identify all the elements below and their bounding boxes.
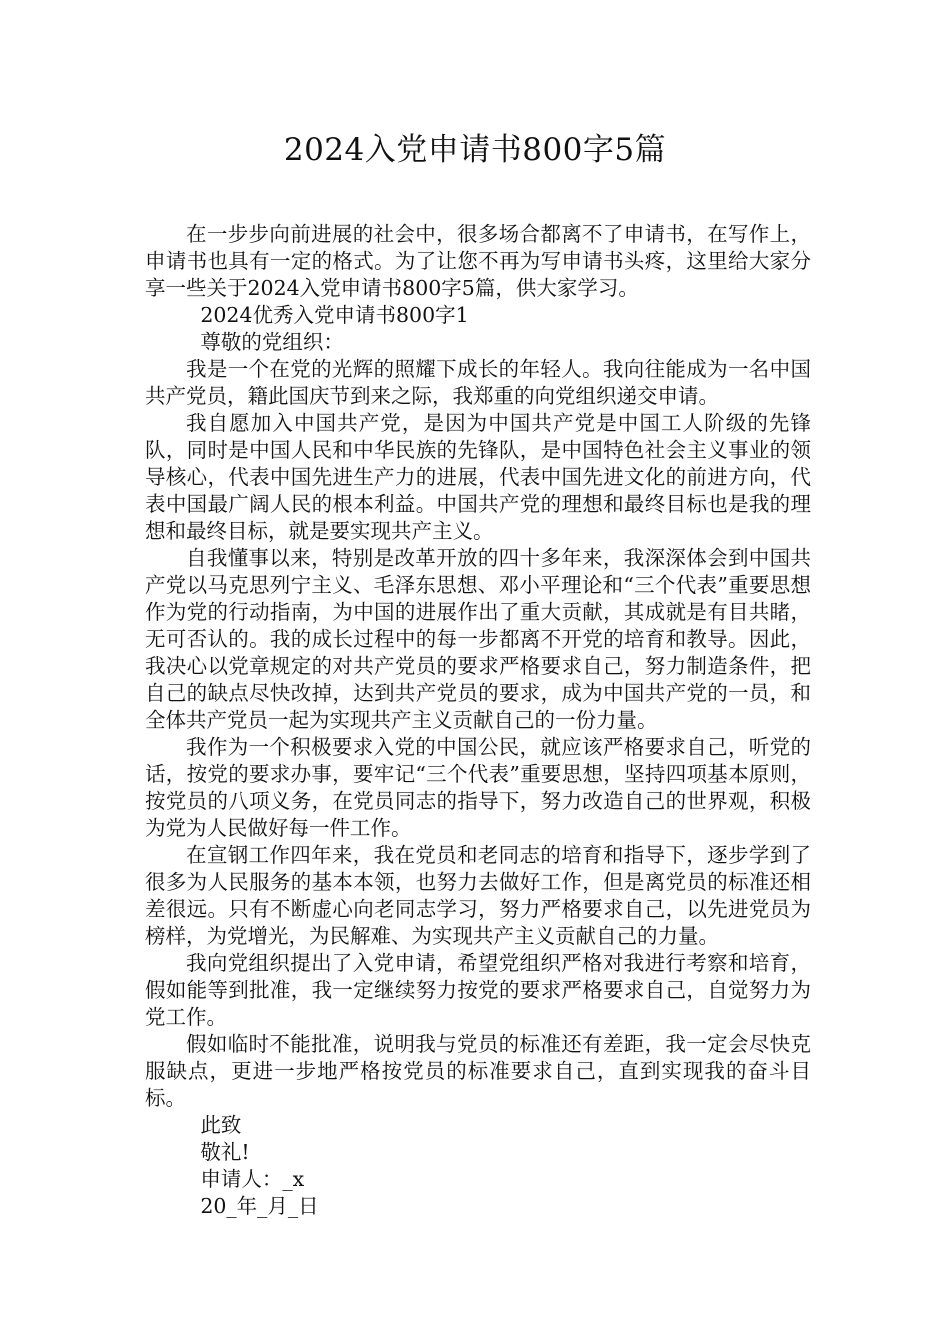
body-paragraph-5: 在宣钢工作四年来，我在党员和老同志的培育和指导下，逐步学到了很多为人民服务的基本本领，也努力去做好工作，但是离党员的标准还相差很远。只有不断虚心向老同志学习，努力严格要求自己，以先进党员为榜样，为党增光，为民解难、为实现共产主义贡献自己的力量。: [145, 843, 811, 948]
closing-line-1: 此致: [200, 1113, 242, 1137]
date-line: 20_年_月_日: [200, 1194, 319, 1218]
section-heading: 2024优秀入党申请书800字1: [200, 303, 469, 327]
intro-paragraph: 在一步步向前进展的社会中，很多场合都离不了申请书，在写作上，申请书也具有一定的格式。为了让您不再为写申请书头疼，这里给大家分享一些关于2024入党申请书800字5篇，供大家学习。: [145, 222, 811, 300]
body-paragraph-7: 假如临时不能批准，说明我与党员的标准还有差距，我一定会尽快克服缺点，更进一步地严格按党员的标准要求自己，直到实现我的奋斗目标。: [145, 1032, 811, 1110]
body-paragraph-4: 我作为一个积极要求入党的中国公民，就应该严格要求自己，听党的话，按党的要求办事，要牢记“三个代表”重要思想，坚持四项基本原则，按党员的八项义务，在党员同志的指导下，努力改造自己的世界观，积极为党为人民做好每一件工作。: [145, 735, 811, 840]
body-paragraph-2: 我自愿加入中国共产党，是因为中国共产党是中国工人阶级的先锋队，同时是中国人民和中华民族的先锋队，是中国特色社会主义事业的领导核心，代表中国先进生产力的进展，代表中国先进文化的前进方向，代表中国最广阔人民的根本利益。中国共产党的理想和最终目标也是我的理想和最终目标，就是要实现共产主义。: [145, 411, 811, 543]
body-paragraph-1: 我是一个在党的光辉的照耀下成长的年轻人。我向往能成为一名中国共产党员，籍此国庆节到来之际，我郑重的向党组织递交申请。: [145, 357, 811, 408]
document-body: [145, 221, 811, 1220]
closing-line-2: 敬礼!: [200, 1140, 250, 1164]
body-paragraph-6: 我向党组织提出了入党申请，希望党组织严格对我进行考察和培育，假如能等到批准，我一定继续努力按党的要求严格要求自己，自觉努力为党工作。: [145, 951, 811, 1029]
salutation: 尊敬的党组织：: [200, 330, 344, 354]
body-paragraph-3: 自我懂事以来，特别是改革开放的四十多年来，我深深体会到中国共产党以马克思列宁主义、毛泽东思想、邓小平理论和“三个代表”重要思想作为党的行动指南，为中国的进展作出了重大贡献，其成就是有目共睹，无可否认的。我的成长过程中的每一步都离不开党的培育和教导。因此，我决心以党章规定的对共产党员的要求严格要求自己，努力制造条件，把自己的缺点尽快改掉，达到共产党员的要求，成为中国共产党的一员，和全体共产党员一起为实现共产主义贡献自己的一份力量。: [145, 546, 811, 732]
applicant-line: 申请人：_x: [200, 1167, 305, 1191]
document-title: 2024入党申请书800字5篇: [283, 132, 667, 168]
